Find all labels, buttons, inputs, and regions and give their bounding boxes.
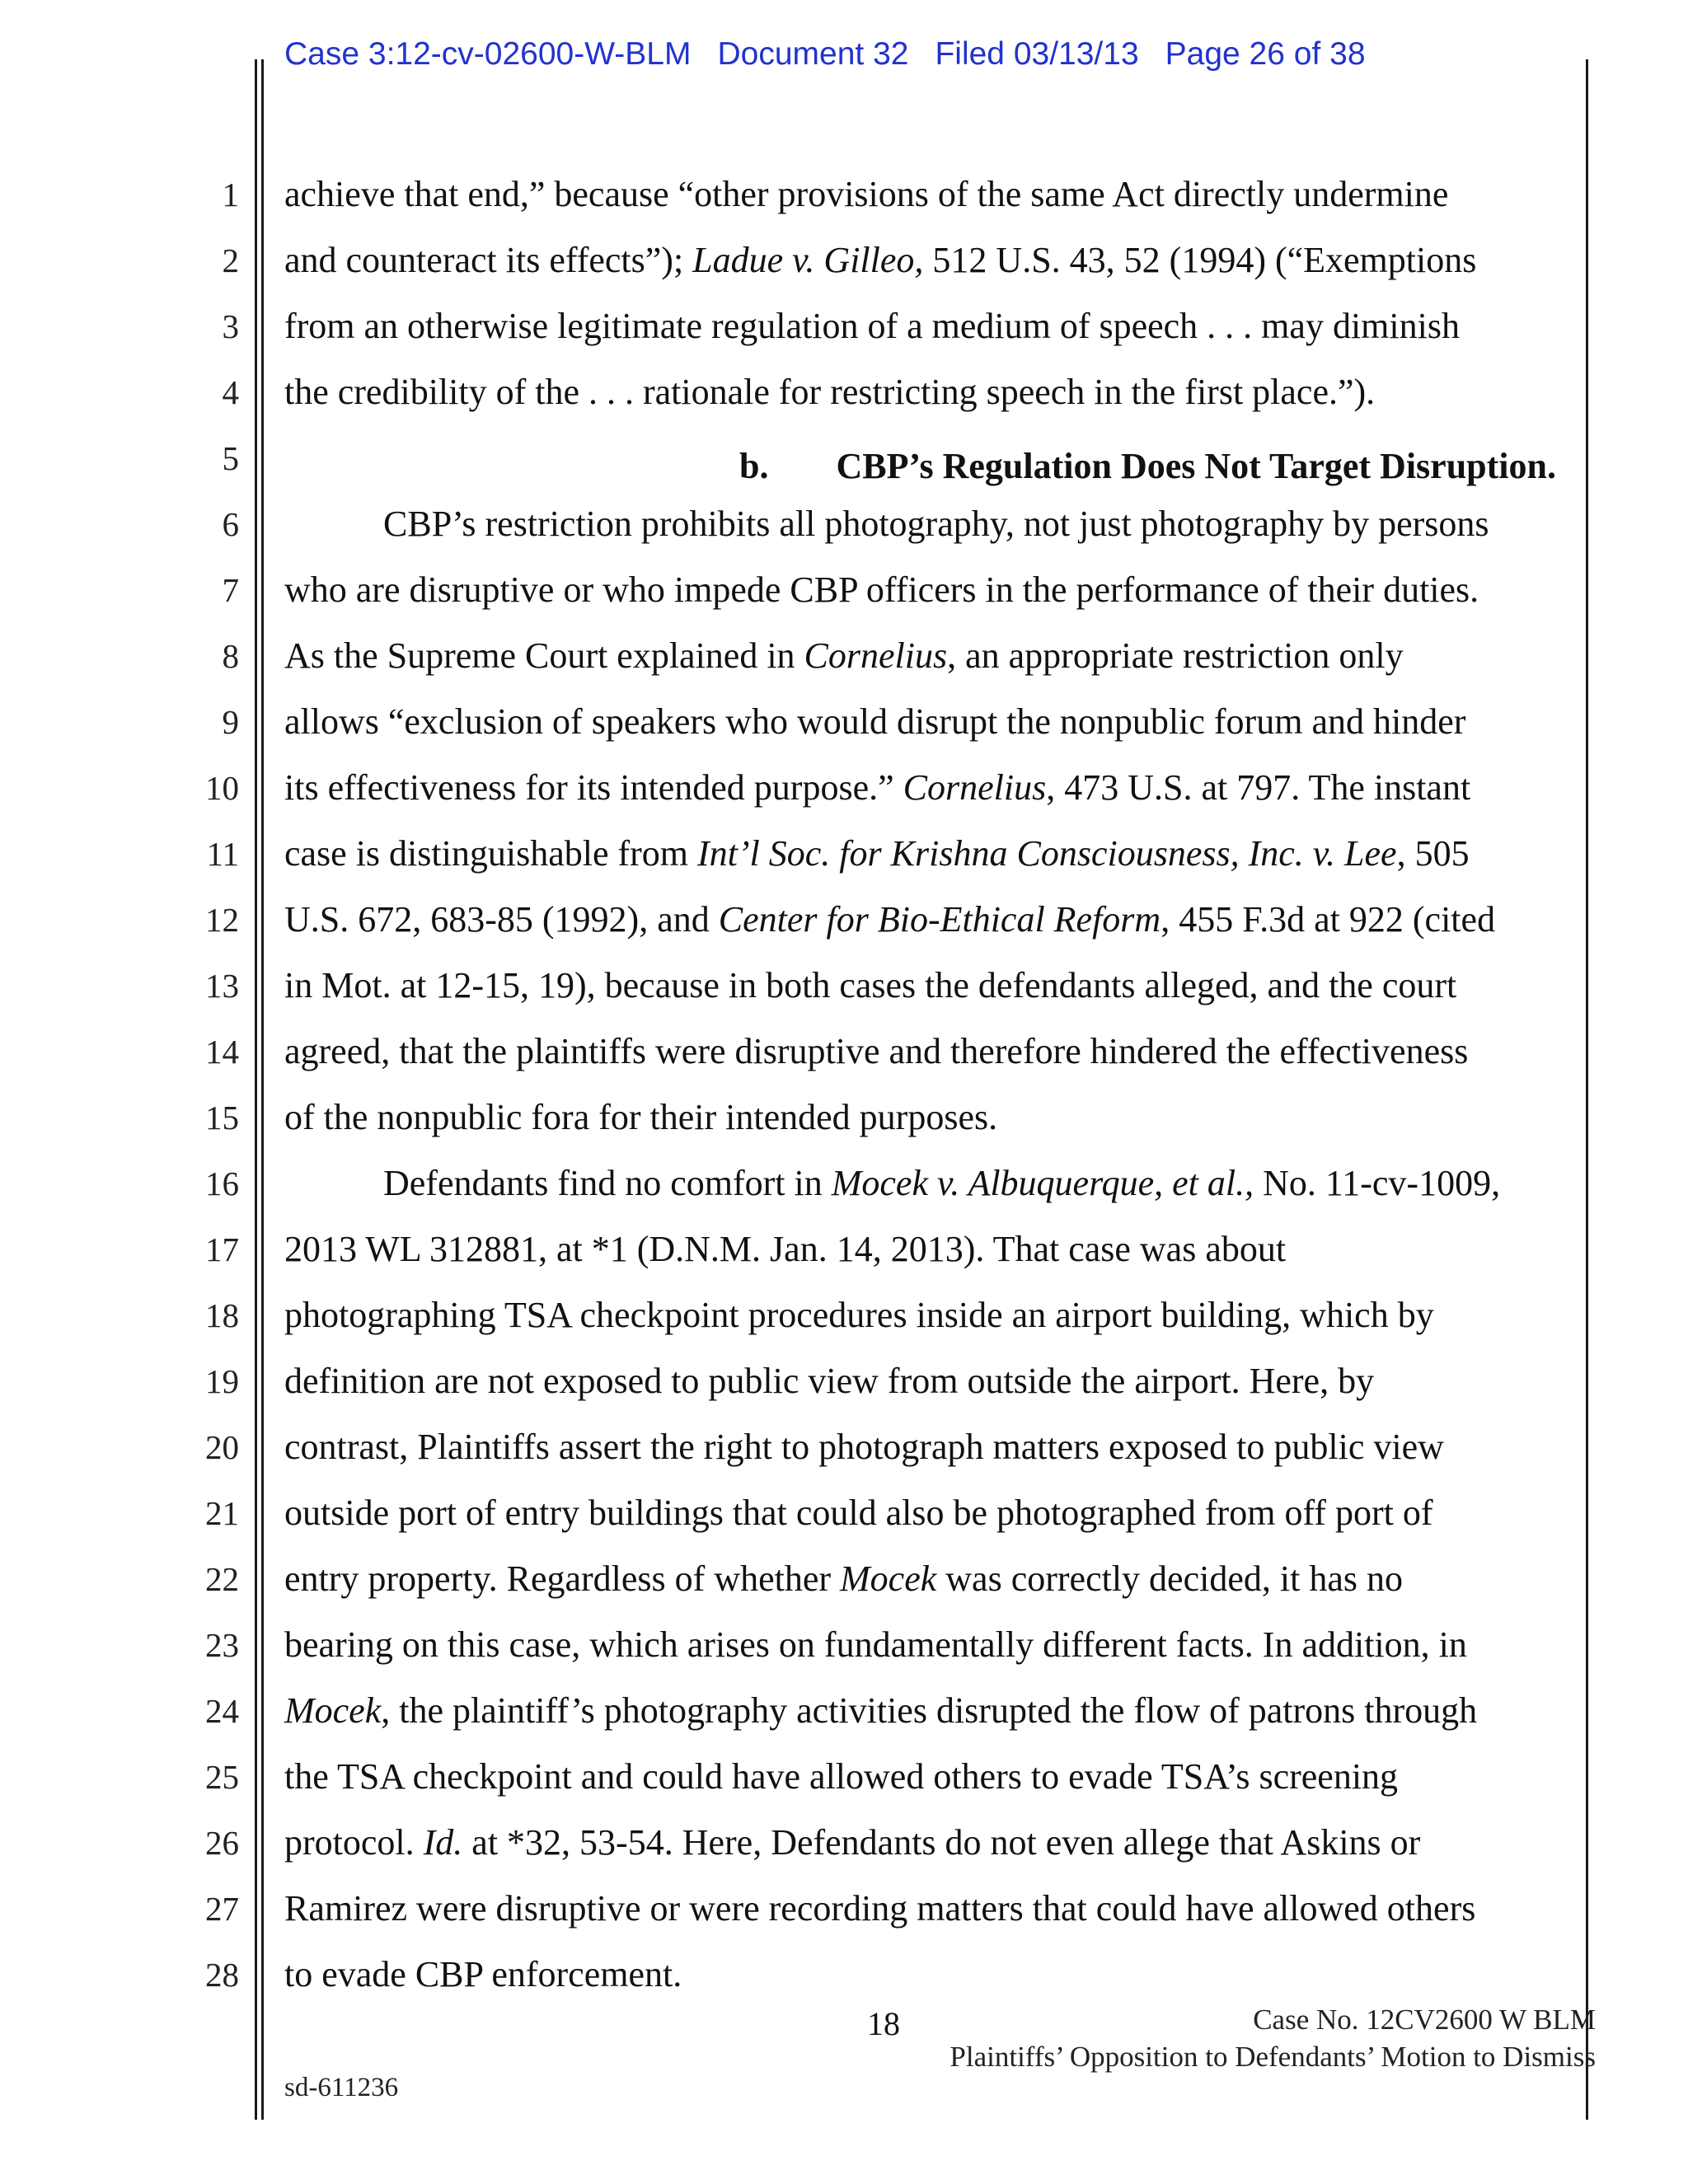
line-number: 10 bbox=[205, 769, 239, 807]
text-line bbox=[284, 293, 1460, 359]
text-run: and counteract its effects”); bbox=[284, 240, 693, 280]
text-run: Ramirez were disruptive or were recording matters that could have allowed others bbox=[284, 1888, 1476, 1929]
line-number: 26 bbox=[205, 1824, 239, 1862]
text-line bbox=[284, 623, 1404, 689]
text-run: to evade CBP enforcement. bbox=[284, 1954, 682, 1994]
text-line bbox=[284, 1216, 1286, 1282]
line-number: 1 bbox=[222, 176, 239, 213]
section-heading-title: CBP’s Regulation Does Not Target Disruption. bbox=[836, 446, 1556, 486]
text-run: CBP’s restriction prohibits all photography, not just photography by persons bbox=[383, 504, 1489, 544]
header-case-number: Case 3:12-cv-02600-W-BLM bbox=[284, 36, 692, 72]
text-run: contrast, Plaintiffs assert the right to photograph matters exposed to public view bbox=[284, 1427, 1444, 1467]
line-number: 13 bbox=[205, 967, 239, 1005]
line-number: 21 bbox=[205, 1494, 239, 1532]
line-number: 7 bbox=[222, 571, 239, 609]
left-margin-rule-outer bbox=[255, 59, 257, 2120]
text-line bbox=[383, 491, 1489, 557]
right-margin-rule bbox=[1586, 59, 1588, 2120]
text-run: 512 U.S. 43, 52 (1994) (“Exemptions bbox=[923, 240, 1477, 280]
text-run: of the nonpublic fora for their intended purposes. bbox=[284, 1097, 998, 1137]
text-line bbox=[284, 1085, 997, 1151]
text-line bbox=[284, 1612, 1467, 1678]
text-line bbox=[284, 1480, 1432, 1546]
text-line bbox=[284, 557, 1479, 623]
left-margin-rule-inner bbox=[261, 59, 264, 2120]
line-number: 5 bbox=[222, 439, 239, 477]
text-run: As the Supreme Court explained in bbox=[284, 635, 804, 676]
text-run: , the plaintiff’s photography activities disrupted the flow of patrons through bbox=[381, 1690, 1478, 1731]
line-number: 22 bbox=[205, 1560, 239, 1598]
text-run: , 505 bbox=[1396, 833, 1470, 874]
line-number: 24 bbox=[205, 1692, 239, 1730]
line-number: 20 bbox=[205, 1428, 239, 1466]
text-run: achieve that end,” because “other provisions of the same Act directly undermine bbox=[284, 174, 1449, 214]
text-line bbox=[383, 1151, 1500, 1216]
line-number: 14 bbox=[205, 1033, 239, 1071]
text-line bbox=[284, 755, 1470, 821]
case-citation: Id. bbox=[423, 1822, 463, 1863]
text-run: its effectiveness for its intended purpose.” bbox=[284, 767, 903, 808]
text-line bbox=[284, 1876, 1475, 1942]
text-run: , 455 F.3d at 922 (cited bbox=[1160, 899, 1496, 940]
text-line bbox=[284, 1744, 1398, 1810]
case-citation: Center for Bio-Ethical Reform bbox=[718, 899, 1161, 940]
case-citation: Cornelius bbox=[804, 635, 948, 676]
footer-document-title: Plaintiffs’ Opposition to Defendants’ Motion to Dismiss bbox=[950, 2041, 1596, 2073]
text-run: from an otherwise legitimate regulation of a medium of speech . . . may diminish bbox=[284, 306, 1460, 346]
text-run: 2013 WL 312881, at *1 (D.N.M. Jan. 14, 2013). That case was about bbox=[284, 1229, 1287, 1269]
line-number: 3 bbox=[222, 307, 239, 345]
line-number: 11 bbox=[206, 835, 239, 873]
line-number: 8 bbox=[222, 637, 239, 675]
line-number: 6 bbox=[222, 505, 239, 543]
text-run: photographing TSA checkpoint procedures inside an airport building, which by bbox=[284, 1295, 1434, 1335]
text-line bbox=[284, 953, 1456, 1019]
case-citation: Int’l Soc. for Krishna Consciousness, Inc. v. Lee bbox=[697, 833, 1397, 874]
text-line bbox=[284, 887, 1495, 953]
header-document: Document 32 bbox=[717, 36, 909, 72]
text-line bbox=[284, 162, 1448, 227]
text-line bbox=[284, 821, 1470, 887]
text-run: at *32, 53-54. Here, Defendants do not even allege that Askins or bbox=[462, 1822, 1421, 1863]
text-line bbox=[284, 1348, 1374, 1414]
case-citation: Ladue v. Gilleo, bbox=[692, 240, 924, 280]
line-number: 23 bbox=[205, 1626, 239, 1664]
text-line bbox=[284, 227, 1476, 293]
line-number: 12 bbox=[205, 901, 239, 939]
text-line bbox=[284, 1678, 1477, 1744]
text-line bbox=[284, 1546, 1403, 1612]
footer-document-id: sd-611236 bbox=[284, 2073, 399, 2102]
header-filed-date: Filed 03/13/13 bbox=[935, 36, 1139, 72]
line-number: 19 bbox=[205, 1362, 239, 1400]
text-run: the TSA checkpoint and could have allowed others to evade TSA’s screening bbox=[284, 1756, 1399, 1797]
text-run: bearing on this case, which arises on fundamentally different facts. In addition, in bbox=[284, 1624, 1467, 1665]
ecf-header bbox=[284, 36, 1392, 73]
case-citation: Mocek v. Albuquerque, et al., bbox=[831, 1163, 1254, 1203]
footer-caption bbox=[950, 2001, 1596, 2075]
case-citation: Mocek bbox=[840, 1558, 937, 1599]
case-citation: Cornelius bbox=[903, 767, 1047, 808]
text-line bbox=[284, 1019, 1468, 1085]
text-run: U.S. 672, 683-85 (1992), and bbox=[284, 899, 719, 940]
line-number: 25 bbox=[205, 1758, 239, 1796]
footer-case-number: Case No. 12CV2600 W BLM bbox=[1253, 2004, 1596, 2036]
line-number: 28 bbox=[205, 1956, 239, 1994]
text-run: protocol. bbox=[284, 1822, 424, 1863]
line-number: 27 bbox=[205, 1890, 239, 1928]
text-run: was correctly decided, it has no bbox=[936, 1558, 1403, 1599]
text-line bbox=[284, 1942, 682, 2008]
line-number: 15 bbox=[205, 1099, 239, 1137]
page-number: 18 bbox=[867, 2005, 900, 2042]
text-run: , 473 U.S. at 797. The instant bbox=[1046, 767, 1471, 808]
text-line bbox=[284, 1810, 1420, 1876]
text-line bbox=[284, 689, 1465, 755]
text-line bbox=[284, 1282, 1434, 1348]
text-run: No. 11-cv-1009, bbox=[1254, 1163, 1501, 1203]
line-number: 18 bbox=[205, 1296, 239, 1334]
section-heading bbox=[0, 445, 1556, 487]
text-run: definition are not exposed to public view from outside the airport. Here, by bbox=[284, 1361, 1375, 1401]
text-run: outside port of entry buildings that could also be photographed from off port of bbox=[284, 1493, 1433, 1533]
header-page: Page 26 of 38 bbox=[1165, 36, 1366, 72]
line-number: 17 bbox=[205, 1230, 239, 1268]
text-run: entry property. Regardless of whether bbox=[284, 1558, 841, 1599]
text-line bbox=[284, 359, 1375, 425]
line-number: 16 bbox=[205, 1165, 239, 1202]
text-run: the credibility of the . . . rationale for restricting speech in the first place.”). bbox=[284, 372, 1376, 412]
section-heading-label: b. bbox=[739, 446, 769, 486]
text-run: who are disruptive or who impede CBP officers in the performance of their duties. bbox=[284, 569, 1479, 610]
text-line bbox=[284, 1414, 1444, 1480]
text-run: agreed, that the plaintiffs were disruptive and therefore hindered the effectiveness bbox=[284, 1031, 1469, 1071]
text-run: , an appropriate restriction only bbox=[947, 635, 1404, 676]
case-citation: Mocek bbox=[284, 1690, 382, 1731]
line-number: 4 bbox=[222, 373, 239, 411]
text-run: allows “exclusion of speakers who would disrupt the nonpublic forum and hinder bbox=[284, 701, 1466, 742]
text-run: in Mot. at 12-15, 19), because in both cases the defendants alleged, and the court bbox=[284, 965, 1457, 1005]
text-run: case is distinguishable from bbox=[284, 833, 698, 874]
line-number: 9 bbox=[222, 703, 239, 741]
line-number: 2 bbox=[222, 241, 239, 279]
text-run: Defendants find no comfort in bbox=[383, 1163, 832, 1203]
